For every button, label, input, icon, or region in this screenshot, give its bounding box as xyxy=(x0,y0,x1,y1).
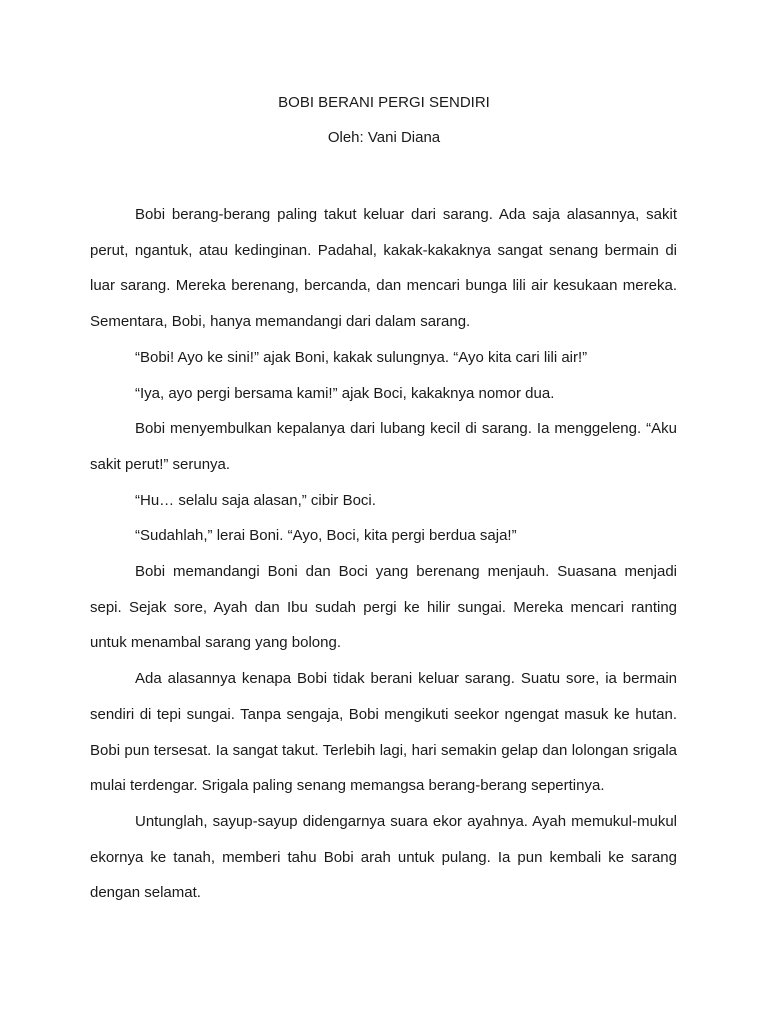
story-author: Oleh: Vani Diana xyxy=(327,129,441,146)
paragraph: “Sudahlah,” lerai Boni. “Ayo, Boci, kita pergi berdua saja!” xyxy=(135,527,517,545)
paragraph: Bobi menyembulkan kepalanya dari lubang kecil di sarang. Ia menggeleng. “Aku sakit perut!” serunya. xyxy=(90,420,677,473)
paragraph: “Iya, ayo pergi bersama kami!” ajak Boci, kakaknya nomor dua. xyxy=(135,384,555,402)
paragraph: “Hu… selalu saja alasan,” cibir Boci. xyxy=(135,491,376,509)
paragraph: Ada alasannya kenapa Bobi tidak berani keluar sarang. Suatu sore, ia bermain sendiri di tepi sungai. Tanpa sengaja, Bobi mengikuti seekor ngengat masuk ke hutan. Bobi pun tersesat. Ia sangat takut. Terlebih lagi, hari semakin gelap dan lolongan srigala mulai terdengar. Srigala paling senang memangsa berang-berang sepertinya. xyxy=(90,670,677,795)
paragraph: Bobi memandangi Boni dan Boci yang berenang menjauh. Suasana menjadi sepi. Sejak sore, Ayah dan Ibu sudah pergi ke hilir sungai. Mereka mencari ranting untuk menambal sarang yang bolong. xyxy=(90,563,677,652)
paragraph: Untunglah, sayup-sayup didengarnya suara ekor ayahnya. Ayah memukul-mukul ekornya ke tanah, memberi tahu Bobi arah untuk pulang. Ia pun kembali ke sarang dengan selamat. xyxy=(90,812,677,902)
paragraph: “Bobi! Ayo ke sini!” ajak Boni, kakak sulungnya. “Ayo kita cari lili air!” xyxy=(135,348,588,366)
story-body xyxy=(90,197,677,911)
paragraph: Bobi berang-berang paling takut keluar dari sarang. Ada saja alasannya, sakit perut, ngantuk, atau kedinginan. Padahal, kakak-kakaknya sangat senang bermain di luar sarang. Mereka berenang, bercanda, dan mencari bunga lili air kesukaan mereka. Sementara, Bobi, hanya memandangi dari dalam sarang. xyxy=(90,206,677,331)
story-title: BOBI BERANI PERGI SENDIRI xyxy=(278,94,490,111)
